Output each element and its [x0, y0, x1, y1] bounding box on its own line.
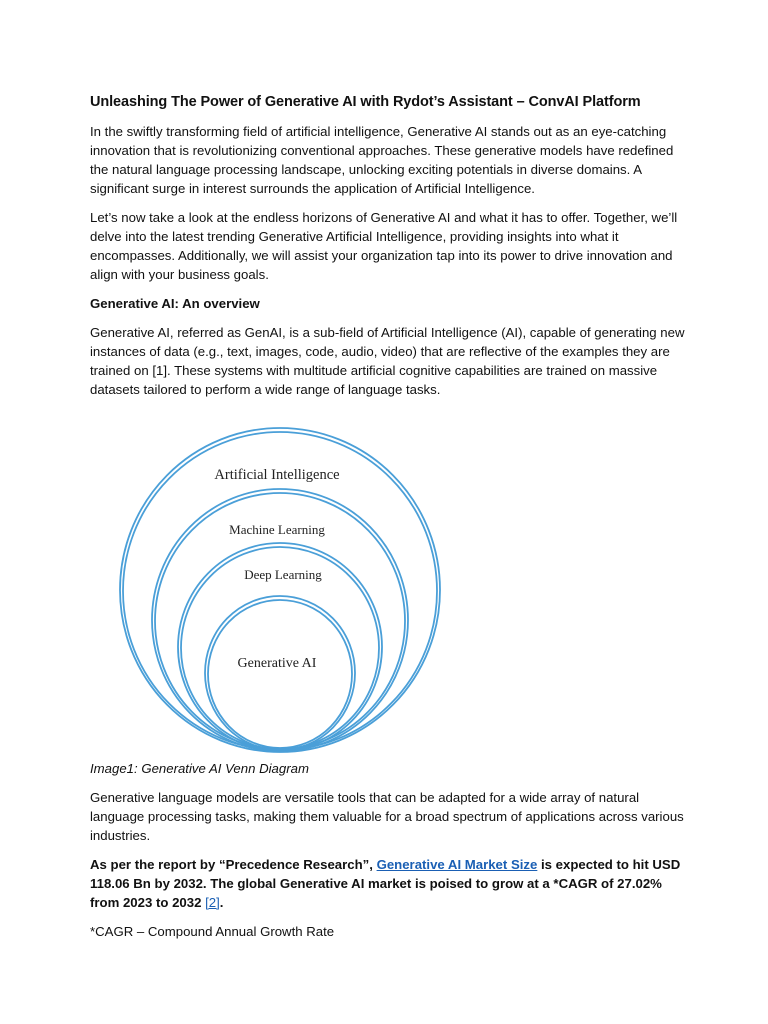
venn-diagram-svg	[90, 409, 690, 759]
ring-generative-ai-inner	[208, 600, 352, 748]
report-suffix: is expected to hit USD 118.06 Bn by 2032. The global Generative AI market is poised to grow at a *CAGR of 27.02% from 2023 to 2032	[90, 857, 681, 910]
report-prefix: As per the report by “Precedence Research”,	[90, 857, 377, 872]
overview-paragraph: Generative AI, referred as GenAI, is a sub-field of Artificial Intelligence (AI), capable of generating new instances of data (e.g., text, images, code, audio, video) that are reflective of the examples they are trained on [1]. These systems with multitude artificial cognitive capabilities are trained on massive datasets tailored to perform a wide range of language tasks.	[90, 325, 685, 397]
cagr-footnote: *CAGR – Compound Annual Growth Rate	[90, 924, 335, 939]
market-size-link[interactable]: Generative AI Market Size	[376, 857, 538, 872]
venn-diagram	[90, 409, 690, 759]
label-generative-ai: Generative AI	[237, 656, 317, 671]
label-artificial-intelligence: Artificial Intelligence	[214, 467, 340, 483]
ring-generative-ai	[205, 596, 355, 750]
language-models-paragraph: Generative language models are versatile tools that can be adapted for a wide array of natural language processing tasks, making them valuable for a broad spectrum of applications across various industries.	[90, 790, 684, 843]
article-body	[90, 92, 690, 951]
label-deep-learning: Deep Learning	[244, 567, 322, 582]
report-end: .	[219, 895, 224, 910]
overview-subheading: Generative AI: An overview	[90, 296, 260, 311]
figure-caption: Image1: Generative AI Venn Diagram	[90, 761, 309, 776]
label-machine-learning: Machine Learning	[229, 522, 325, 537]
intro-paragraph: In the swiftly transforming field of artificial intelligence, Generative AI stands out as an eye-catching innovation that is revolutionizing conventional approaches. These generative models have redefined the natural language processing landscape, unlocking exciting potentials in diverse domains. A significant surge in interest surrounds the application of Artificial Intelligence.	[90, 124, 674, 196]
horizons-paragraph: Let’s now take a look at the endless horizons of Generative AI and what it has to offer. Together, we’ll delve into the latest trending Generative Artificial Intelligence, providing insights into what it encompasses. Additionally, we will assist your organization tap into its power to drive innovation and align with your business goals.	[90, 210, 678, 282]
market-report-paragraph	[90, 855, 690, 912]
article-title: Unleashing The Power of Generative AI with Rydot’s Assistant – ConvAI Platform	[90, 94, 641, 110]
citation-2-link[interactable]: [2]	[205, 895, 220, 910]
